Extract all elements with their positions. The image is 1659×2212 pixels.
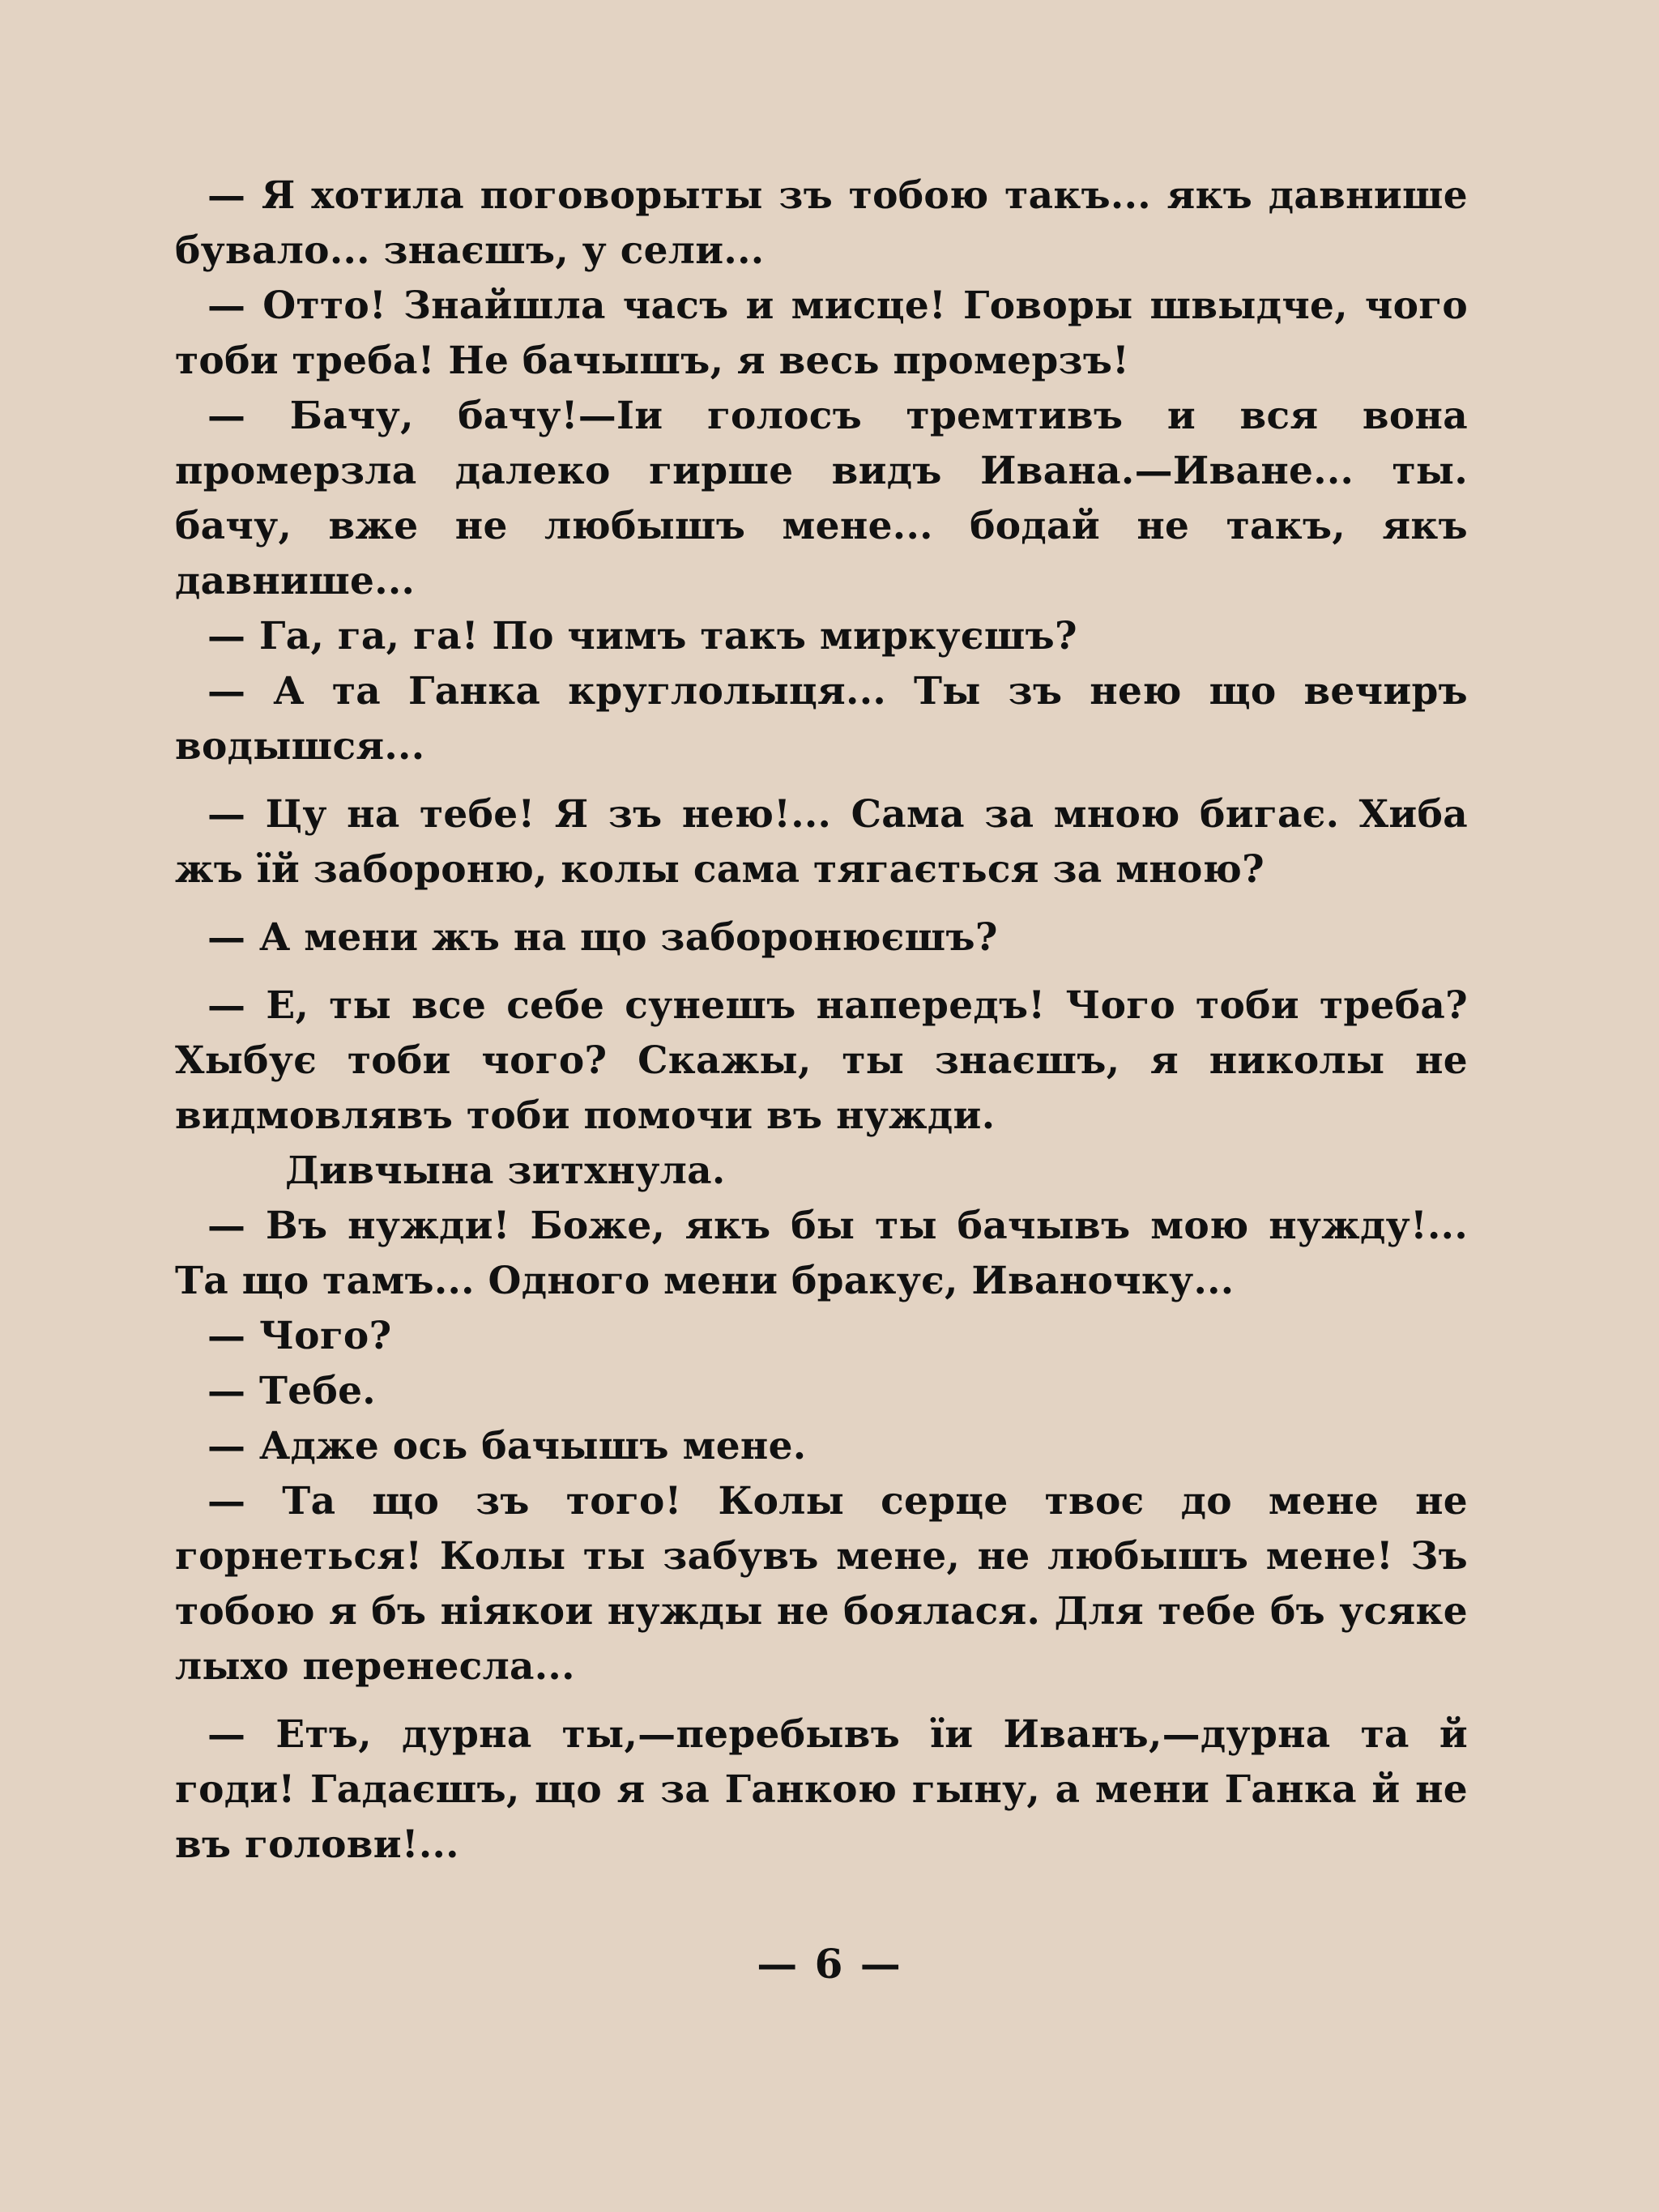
paragraph: — Га, га, га! По чимъ такъ миркуєшъ?	[207, 614, 1077, 658]
paragraph: — Тебе.	[207, 1369, 376, 1413]
paragraph: — Етъ, дурна ты,—перебывъ їи Иванъ,—дурна та й годи! Гадаєшъ, що я за Ганкою гыну, а мени Ганка й не въ голови!...	[175, 1712, 1468, 1867]
paragraph: — Е, ты все себе сунешъ напередъ! Чого тоби треба? Хыбує тоби чого? Скажы, ты знаєшъ, я николы не видмовлявъ тоби помочи въ нужди.	[175, 983, 1468, 1138]
paragraph: — Та що зъ того! Колы серце твоє до мене не горнеться! Колы ты забувъ мене, не любышъ мене! Зъ тобою я бъ ніякои нужды не боялася. Для тебе бъ усяке лыхо перенесла...	[175, 1479, 1468, 1689]
paragraph: — А та Ганка круглолыця... Ты зъ нею що вечиръ водышся...	[175, 669, 1468, 769]
narration-paragraph: Дивчына зитхнула.	[285, 1149, 726, 1193]
paragraph: — Въ нужди! Боже, якъ бы ты бачывъ мою нужду!... Та що тамъ... Одного мени бракує, Иваночку...	[175, 1204, 1468, 1303]
page-number: — 6 —	[757, 1940, 902, 1988]
paragraph: — Я хотила поговорыты зъ тобою такъ... якъ давнише бувало... знаєшъ, у сели...	[175, 173, 1468, 273]
paragraph: — Отто! Знайшла часъ и мисце! Говоры швыдче, чого тоби треба! Не бачышъ, я весь промерзъ!	[175, 283, 1468, 383]
paragraph: — Адже ось бачышъ мене.	[207, 1424, 807, 1468]
paragraph: — Чого?	[207, 1314, 392, 1358]
paragraph: — Цу на тебе! Я зъ нею!... Сама за мною бигає. Хиба жъ їй забороню, колы сама тягається за мною?	[175, 792, 1468, 892]
body-text	[175, 168, 1468, 1873]
paragraph: — А мени жъ на що заборонюєшъ?	[207, 915, 998, 960]
paragraph: — Бачу, бачу!—Іи голосъ тремтивъ и вся вона промерзла далеко гирше видъ Ивана.—Иване... ты. бачу, вже не любышъ мене... бодай не такъ, якъ давнише...	[175, 394, 1468, 603]
